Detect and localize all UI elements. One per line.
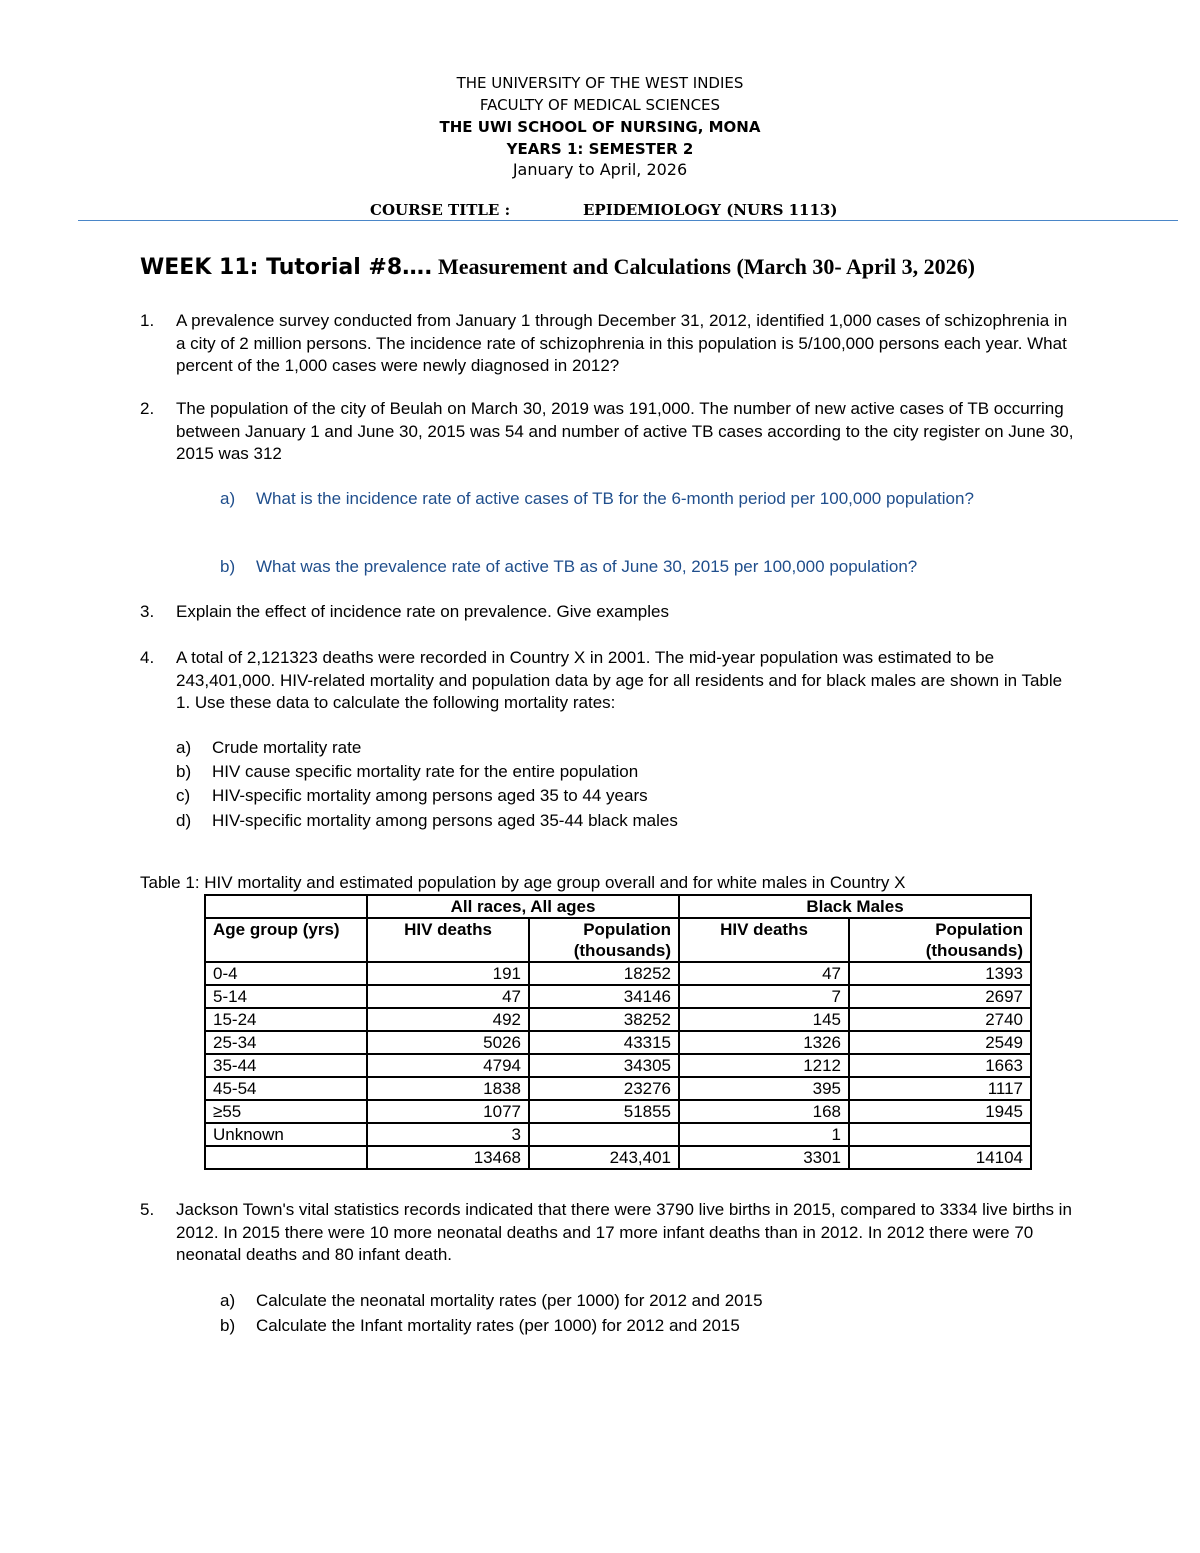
question-text: Explain the effect of incidence rate on prevalence. Give examples bbox=[176, 602, 669, 621]
question-5b bbox=[220, 1315, 1120, 1338]
question-text: The population of the city of Beulah on March 30, 2019 was 191,000. The number of new active cases of TB occurring between January 1 and June 30, 2015 was 54 and number of active TB cases according to the city register on June 30, 2015 was 312 bbox=[176, 399, 1074, 463]
cell-pop-black: 2549 bbox=[849, 1031, 1031, 1054]
cell-pop-all: 243,401 bbox=[529, 1146, 679, 1169]
question-1 bbox=[140, 310, 1080, 378]
course-title-value: EPIDEMIOLOGY (NURS 1113) bbox=[583, 201, 838, 219]
table-row bbox=[205, 1008, 1031, 1031]
cell-pop-all: 34146 bbox=[529, 985, 679, 1008]
table-row bbox=[205, 1077, 1031, 1100]
cell-hiv-black: 168 bbox=[679, 1100, 849, 1123]
col-population-black: Population (thousands) bbox=[849, 918, 1031, 962]
cell-pop-black: 1393 bbox=[849, 962, 1031, 985]
table-column-header-row bbox=[205, 918, 1031, 962]
sub-text: Crude mortality rate bbox=[212, 738, 362, 757]
cell-hiv-all: 1077 bbox=[367, 1100, 529, 1123]
table-row bbox=[205, 985, 1031, 1008]
table-row bbox=[205, 1054, 1031, 1077]
col-hiv-deaths-black: HIV deaths bbox=[679, 918, 849, 962]
question-5 bbox=[140, 1199, 1080, 1267]
cell-hiv-black: 145 bbox=[679, 1008, 849, 1031]
table-row bbox=[205, 1031, 1031, 1054]
question-2 bbox=[140, 398, 1080, 466]
cell-hiv-black: 1326 bbox=[679, 1031, 849, 1054]
col-age-group: Age group (yrs) bbox=[205, 918, 367, 962]
cell-age: 0-4 bbox=[205, 962, 367, 985]
question-4a bbox=[176, 737, 1076, 760]
question-2b bbox=[220, 556, 1120, 579]
cell-age: 25-34 bbox=[205, 1031, 367, 1054]
date-range: January to April, 2026 bbox=[512, 160, 688, 179]
cell-hiv-all: 13468 bbox=[367, 1146, 529, 1169]
question-5a bbox=[220, 1290, 1120, 1313]
sub-letter: b) bbox=[220, 1316, 236, 1335]
cell-hiv-black: 3301 bbox=[679, 1146, 849, 1169]
sub-letter: a) bbox=[220, 1291, 236, 1310]
cell-hiv-all: 191 bbox=[367, 962, 529, 985]
cell-pop-black: 14104 bbox=[849, 1146, 1031, 1169]
cell-pop-black: 1117 bbox=[849, 1077, 1031, 1100]
cell-pop-all: 23276 bbox=[529, 1077, 679, 1100]
col-population-all: Population (thousands) bbox=[529, 918, 679, 962]
cell-age: Unknown bbox=[205, 1123, 367, 1146]
cell-pop-black: 1945 bbox=[849, 1100, 1031, 1123]
cell-hiv-black: 1 bbox=[679, 1123, 849, 1146]
cell-age: 35-44 bbox=[205, 1054, 367, 1077]
sub-text: What is the incidence rate of active cases of TB for the 6-month period per 100,000 population? bbox=[256, 489, 974, 508]
cell-hiv-all: 5026 bbox=[367, 1031, 529, 1054]
table-total-row bbox=[205, 1146, 1031, 1169]
table-group-header-row bbox=[205, 895, 1031, 918]
cell-hiv-black: 7 bbox=[679, 985, 849, 1008]
question-number: 3. bbox=[140, 602, 155, 621]
sub-text: What was the prevalence rate of active TB as of June 30, 2015 per 100,000 population? bbox=[256, 557, 918, 576]
cell-pop-black: 2740 bbox=[849, 1008, 1031, 1031]
cell-pop-all: 18252 bbox=[529, 962, 679, 985]
cell-hiv-all: 492 bbox=[367, 1008, 529, 1031]
cell-hiv-all: 4794 bbox=[367, 1054, 529, 1077]
sub-letter: c) bbox=[176, 786, 191, 805]
table-row bbox=[205, 1123, 1031, 1146]
cell-pop-black bbox=[849, 1123, 1031, 1146]
cell-age: 15-24 bbox=[205, 1008, 367, 1031]
cell-hiv-black: 1212 bbox=[679, 1054, 849, 1077]
table-row bbox=[205, 962, 1031, 985]
week-title bbox=[140, 252, 1140, 283]
course-title-label: COURSE TITLE : bbox=[370, 201, 511, 219]
sub-letter: a) bbox=[176, 738, 192, 757]
question-text: A total of 2,121323 deaths were recorded in Country X in 2001. The mid-year population was estimated to be 243,401,000. HIV-related mortality and population data by age for all residents and for black males are shown in Table 1. Use these data to calculate the following mortality rates: bbox=[176, 648, 1063, 712]
group-all-races: All races, All ages bbox=[367, 895, 679, 918]
cell-age bbox=[205, 1146, 367, 1169]
question-text: Jackson Town's vital statistics records indicated that there were 3790 live births in 2015, compared to 3334 live births in 2012. In 2015 there were 10 more neonatal deaths and 17 more infant deaths than in 2012. In 2012 there were 70 neonatal deaths and 80 infant death. bbox=[176, 1200, 1072, 1264]
sub-letter: d) bbox=[176, 811, 192, 830]
cell-pop-all: 51855 bbox=[529, 1100, 679, 1123]
sub-letter: a) bbox=[220, 489, 236, 508]
question-number: 1. bbox=[140, 311, 155, 330]
course-title bbox=[370, 201, 850, 221]
cell-hiv-all: 3 bbox=[367, 1123, 529, 1146]
sub-text: HIV-specific mortality among persons aged 35 to 44 years bbox=[212, 786, 648, 805]
question-text: A prevalence survey conducted from January 1 through December 31, 2012, identified 1,000 cases of schizophrenia in a city of 2 million persons. The incidence rate of schizophrenia in this population is 5/100,000 persons each year. What percent of the 1,000 cases were newly diagnosed in 2012? bbox=[176, 311, 1068, 375]
sub-text: Calculate the Infant mortality rates (per 1000) for 2012 and 2015 bbox=[256, 1316, 740, 1335]
cell-age: 5-14 bbox=[205, 985, 367, 1008]
sub-letter: b) bbox=[220, 557, 236, 576]
question-2a bbox=[220, 488, 1010, 511]
header-divider bbox=[78, 220, 1178, 221]
group-black-males: Black Males bbox=[679, 895, 1031, 918]
university-name: THE UNIVERSITY OF THE WEST INDIES bbox=[456, 74, 744, 92]
cell-pop-all: 34305 bbox=[529, 1054, 679, 1077]
cell-hiv-all: 1838 bbox=[367, 1077, 529, 1100]
year-semester: YEARS 1: SEMESTER 2 bbox=[506, 140, 694, 158]
week-title-part2: Measurement and Calculations (March 30- April 3, 2026) bbox=[432, 254, 975, 279]
table-caption: Table 1: HIV mortality and estimated population by age group overall and for white males in Country X bbox=[140, 873, 906, 892]
sub-text: Calculate the neonatal mortality rates (per 1000) for 2012 and 2015 bbox=[256, 1291, 763, 1310]
table-row bbox=[205, 1100, 1031, 1123]
cell-hiv-all: 47 bbox=[367, 985, 529, 1008]
question-3 bbox=[140, 601, 1080, 624]
sub-letter: b) bbox=[176, 762, 192, 781]
cell-hiv-black: 395 bbox=[679, 1077, 849, 1100]
cell-hiv-black: 47 bbox=[679, 962, 849, 985]
hiv-mortality-table bbox=[204, 894, 1032, 1170]
cell-pop-black: 1663 bbox=[849, 1054, 1031, 1077]
faculty-name: FACULTY OF MEDICAL SCIENCES bbox=[479, 96, 721, 114]
cell-age: 45-54 bbox=[205, 1077, 367, 1100]
sub-text: HIV cause specific mortality rate for the entire population bbox=[212, 762, 639, 781]
cell-age: ≥55 bbox=[205, 1100, 367, 1123]
question-number: 2. bbox=[140, 399, 155, 418]
question-4d bbox=[176, 810, 1076, 833]
table-corner-cell bbox=[205, 895, 367, 918]
cell-pop-all bbox=[529, 1123, 679, 1146]
sub-text: HIV-specific mortality among persons aged 35-44 black males bbox=[212, 811, 678, 830]
cell-pop-all: 43315 bbox=[529, 1031, 679, 1054]
question-number: 4. bbox=[140, 648, 155, 667]
question-4b bbox=[176, 761, 1076, 784]
col-hiv-deaths-all: HIV deaths bbox=[367, 918, 529, 962]
school-name: THE UWI SCHOOL OF NURSING, MONA bbox=[439, 118, 761, 136]
question-number: 5. bbox=[140, 1200, 155, 1219]
question-4 bbox=[140, 647, 1080, 715]
week-title-part1: WEEK 11: Tutorial #8…. bbox=[140, 255, 433, 280]
cell-pop-all: 38252 bbox=[529, 1008, 679, 1031]
question-4c bbox=[176, 785, 1076, 808]
cell-pop-black: 2697 bbox=[849, 985, 1031, 1008]
